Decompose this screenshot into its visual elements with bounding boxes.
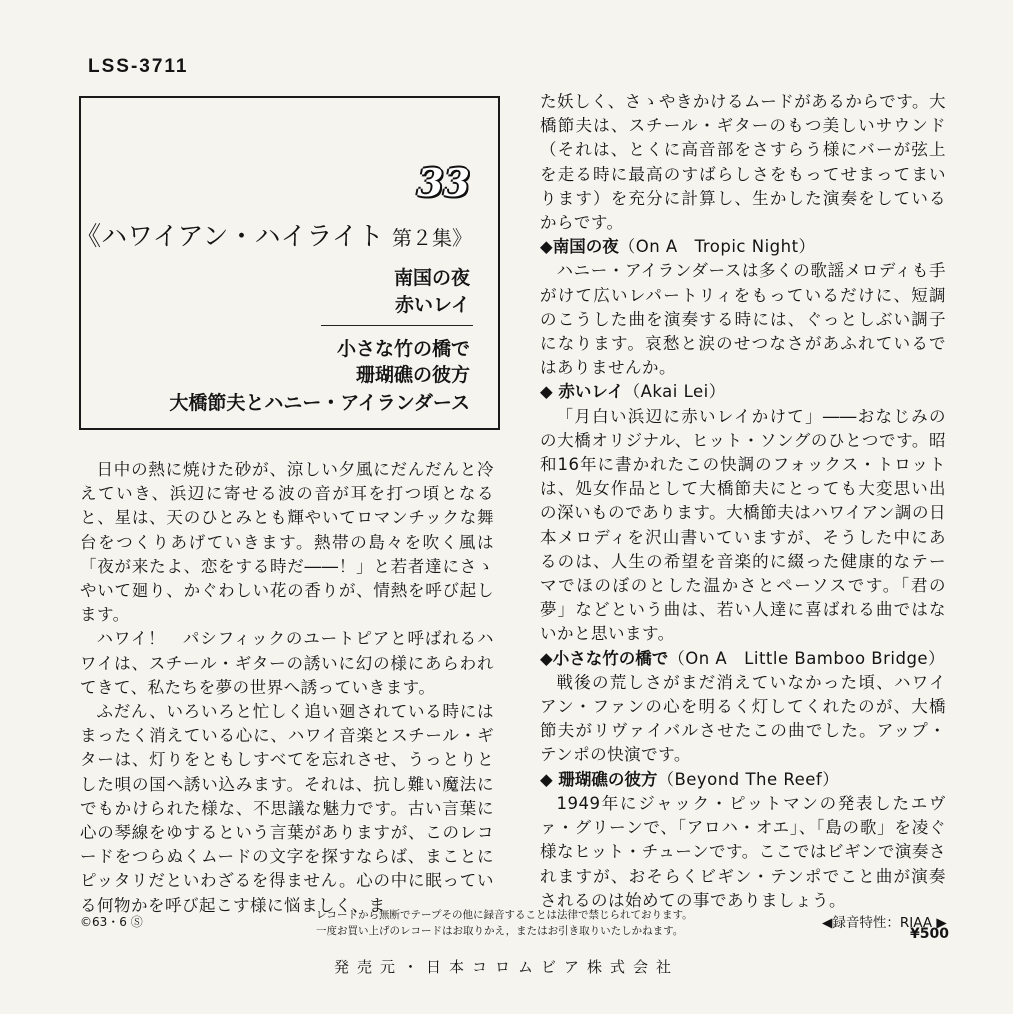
- album-volume: 第２集》: [392, 226, 472, 250]
- paragraph: 日中の熱に焼けた砂が、涼しい夕風にだんだんと冷えていき、浜辺に寄せる波の音が耳を打つ頃となると、星は、天のひとみとも輝やいてロマンチックな舞台をつくりあげていきます。熱帯の島々を吹く風は「夜が来たよ、恋をする時だ――！」と若者達にさゝやいて廻り、かぐわしい花の香りが、情熱を呼び起します。: [80, 460, 494, 625]
- track-b2: 珊瑚礁の彼方: [355, 364, 470, 386]
- track-b1: 小さな竹の橋で: [336, 338, 470, 360]
- paragraph: た妖しく、さゝやきかけるムードがあるからです。大橋節夫は、スチール・ギターのもつ美しいサウンド（それは、とくに高音部をさすらう様にバーが弦上を走る時に最高のすばらしさをもってせまってまいります）を充分に計算し、生かした演奏をしているからです。: [540, 92, 946, 233]
- copyright: [80, 913, 143, 930]
- legal-notice: [316, 908, 693, 939]
- paragraph: 戦後の荒しさがまだ消えていなかった頃、ハワイアン・ファンの心を明るく灯してくれたのが、大橋節夫がリヴァイバルさせたこの曲でした。アップ・テンポの快演です。: [540, 672, 946, 765]
- liner-notes-right: [540, 90, 946, 913]
- paragraph: ハニー・アイランダースは多くの歌謡メロディも手がけて広いレパートリィをもっているだけに、短調のこうした曲を演奏する時には、ぐっとしぶい調子になります。哀愁と涙のせつなさがあふれているではありませんか。: [540, 261, 946, 378]
- price: ¥500: [910, 926, 949, 942]
- recording-spec: ◀録音特性：RIAA ▶: [822, 915, 947, 931]
- copyright-mark: Ⓢ: [130, 915, 143, 929]
- copyright-date: ©63・6: [80, 915, 127, 929]
- track-heading-title: ◆南国の夜: [540, 237, 619, 257]
- speed-label: 33: [417, 160, 470, 205]
- track-heading-english: （On A Tropic Night）: [618, 237, 816, 257]
- track-heading: [540, 235, 946, 259]
- title-box: [75, 96, 500, 430]
- track-heading-english: （On A Little Bamboo Bridge）: [668, 648, 946, 668]
- track-a1: 南国の夜: [393, 267, 470, 289]
- artist-name: 大橋節夫とハニー・アイランダース: [169, 392, 470, 414]
- publisher: 発売元・日本コロムビア株式会社: [333, 958, 679, 976]
- track-heading: [540, 768, 946, 792]
- legal-notice-line: レコードから無断でテープその他に録音することは法律で禁じられております。: [316, 909, 693, 921]
- track-heading-english: （Akai Lei）: [623, 382, 726, 402]
- track-heading-title: ◆ 赤いレイ: [540, 382, 624, 402]
- legal-notice-line: 一度お買い上げのレコードはお取りかえ，またはお引き取りいたしかねます。: [316, 924, 684, 937]
- album-title-text: 《ハワイアン・ハイライト: [75, 222, 384, 252]
- track-a2: 赤いレイ: [394, 294, 470, 316]
- track-heading-title: ◆小さな竹の橋で: [540, 648, 669, 668]
- paragraph: 「月白い浜辺に赤いレイかけて」――おなじみのの大橋オリジナル、ヒット・ソングのひとつです。昭和16年に書かれたこの快調のフォックス・トロットは、処女作品として大橋節夫にとっても大変思い出の深いものであります。大橋節夫はハワイアン調の日本メロディを沢山書いていますが、そうした中にあるのは、人生の希望を音楽的に綴った健康的なテーマでほのぼのとした温かさとペーソスです。「君の夢」などという曲は、若い人達に喜ばれる曲ではないかと思います。: [540, 406, 946, 644]
- track-heading-english: （Beyond The Reef）: [657, 769, 840, 789]
- album-title: [75, 216, 472, 253]
- track-heading: [540, 647, 946, 671]
- catalog-number: LSS-3711: [88, 56, 189, 77]
- side-divider: [321, 325, 473, 326]
- paragraph: ふだん、いろいろと忙しく追い廻されている時にはまったく消えている心に、ハワイ音楽とスチール・ギターは、灯りをともしすべてを忘れさせ、うっとりとした唄の国へ誘い込みます。それは、抗し難い魔法にでもかけられた様な、不思議な魅力です。古い言葉に心の琴線をゆするという言葉がありますが、このレコードをつらぬくムードの文字を探すならば、まことにピッタリだといわざるを得ません。心の中に眠っている何物かを呼び起こす様に悩ましく、ま: [80, 702, 494, 915]
- track-heading: [540, 380, 946, 404]
- paragraph: 1949年にジャック・ピットマンの発表したエヴァ・グリーンで、「アロハ・オエ」、「島の歌」を凌ぐ様なヒット・チューンです。ここではビギンで演奏されますが、おそらくビギン・テンポでこと曲が演奏されるのは始めての事でありましょう。: [540, 793, 946, 910]
- paragraph: ハワイ！ パシフィックのユートピアと呼ばれるハワイは、スチール・ギターの誘いに幻の様にあらわれてきて、私たちを夢の世界へ誘っていきます。: [80, 629, 494, 697]
- liner-notes-left: [80, 458, 494, 918]
- track-heading-title: ◆ 珊瑚礁の彼方: [540, 769, 658, 789]
